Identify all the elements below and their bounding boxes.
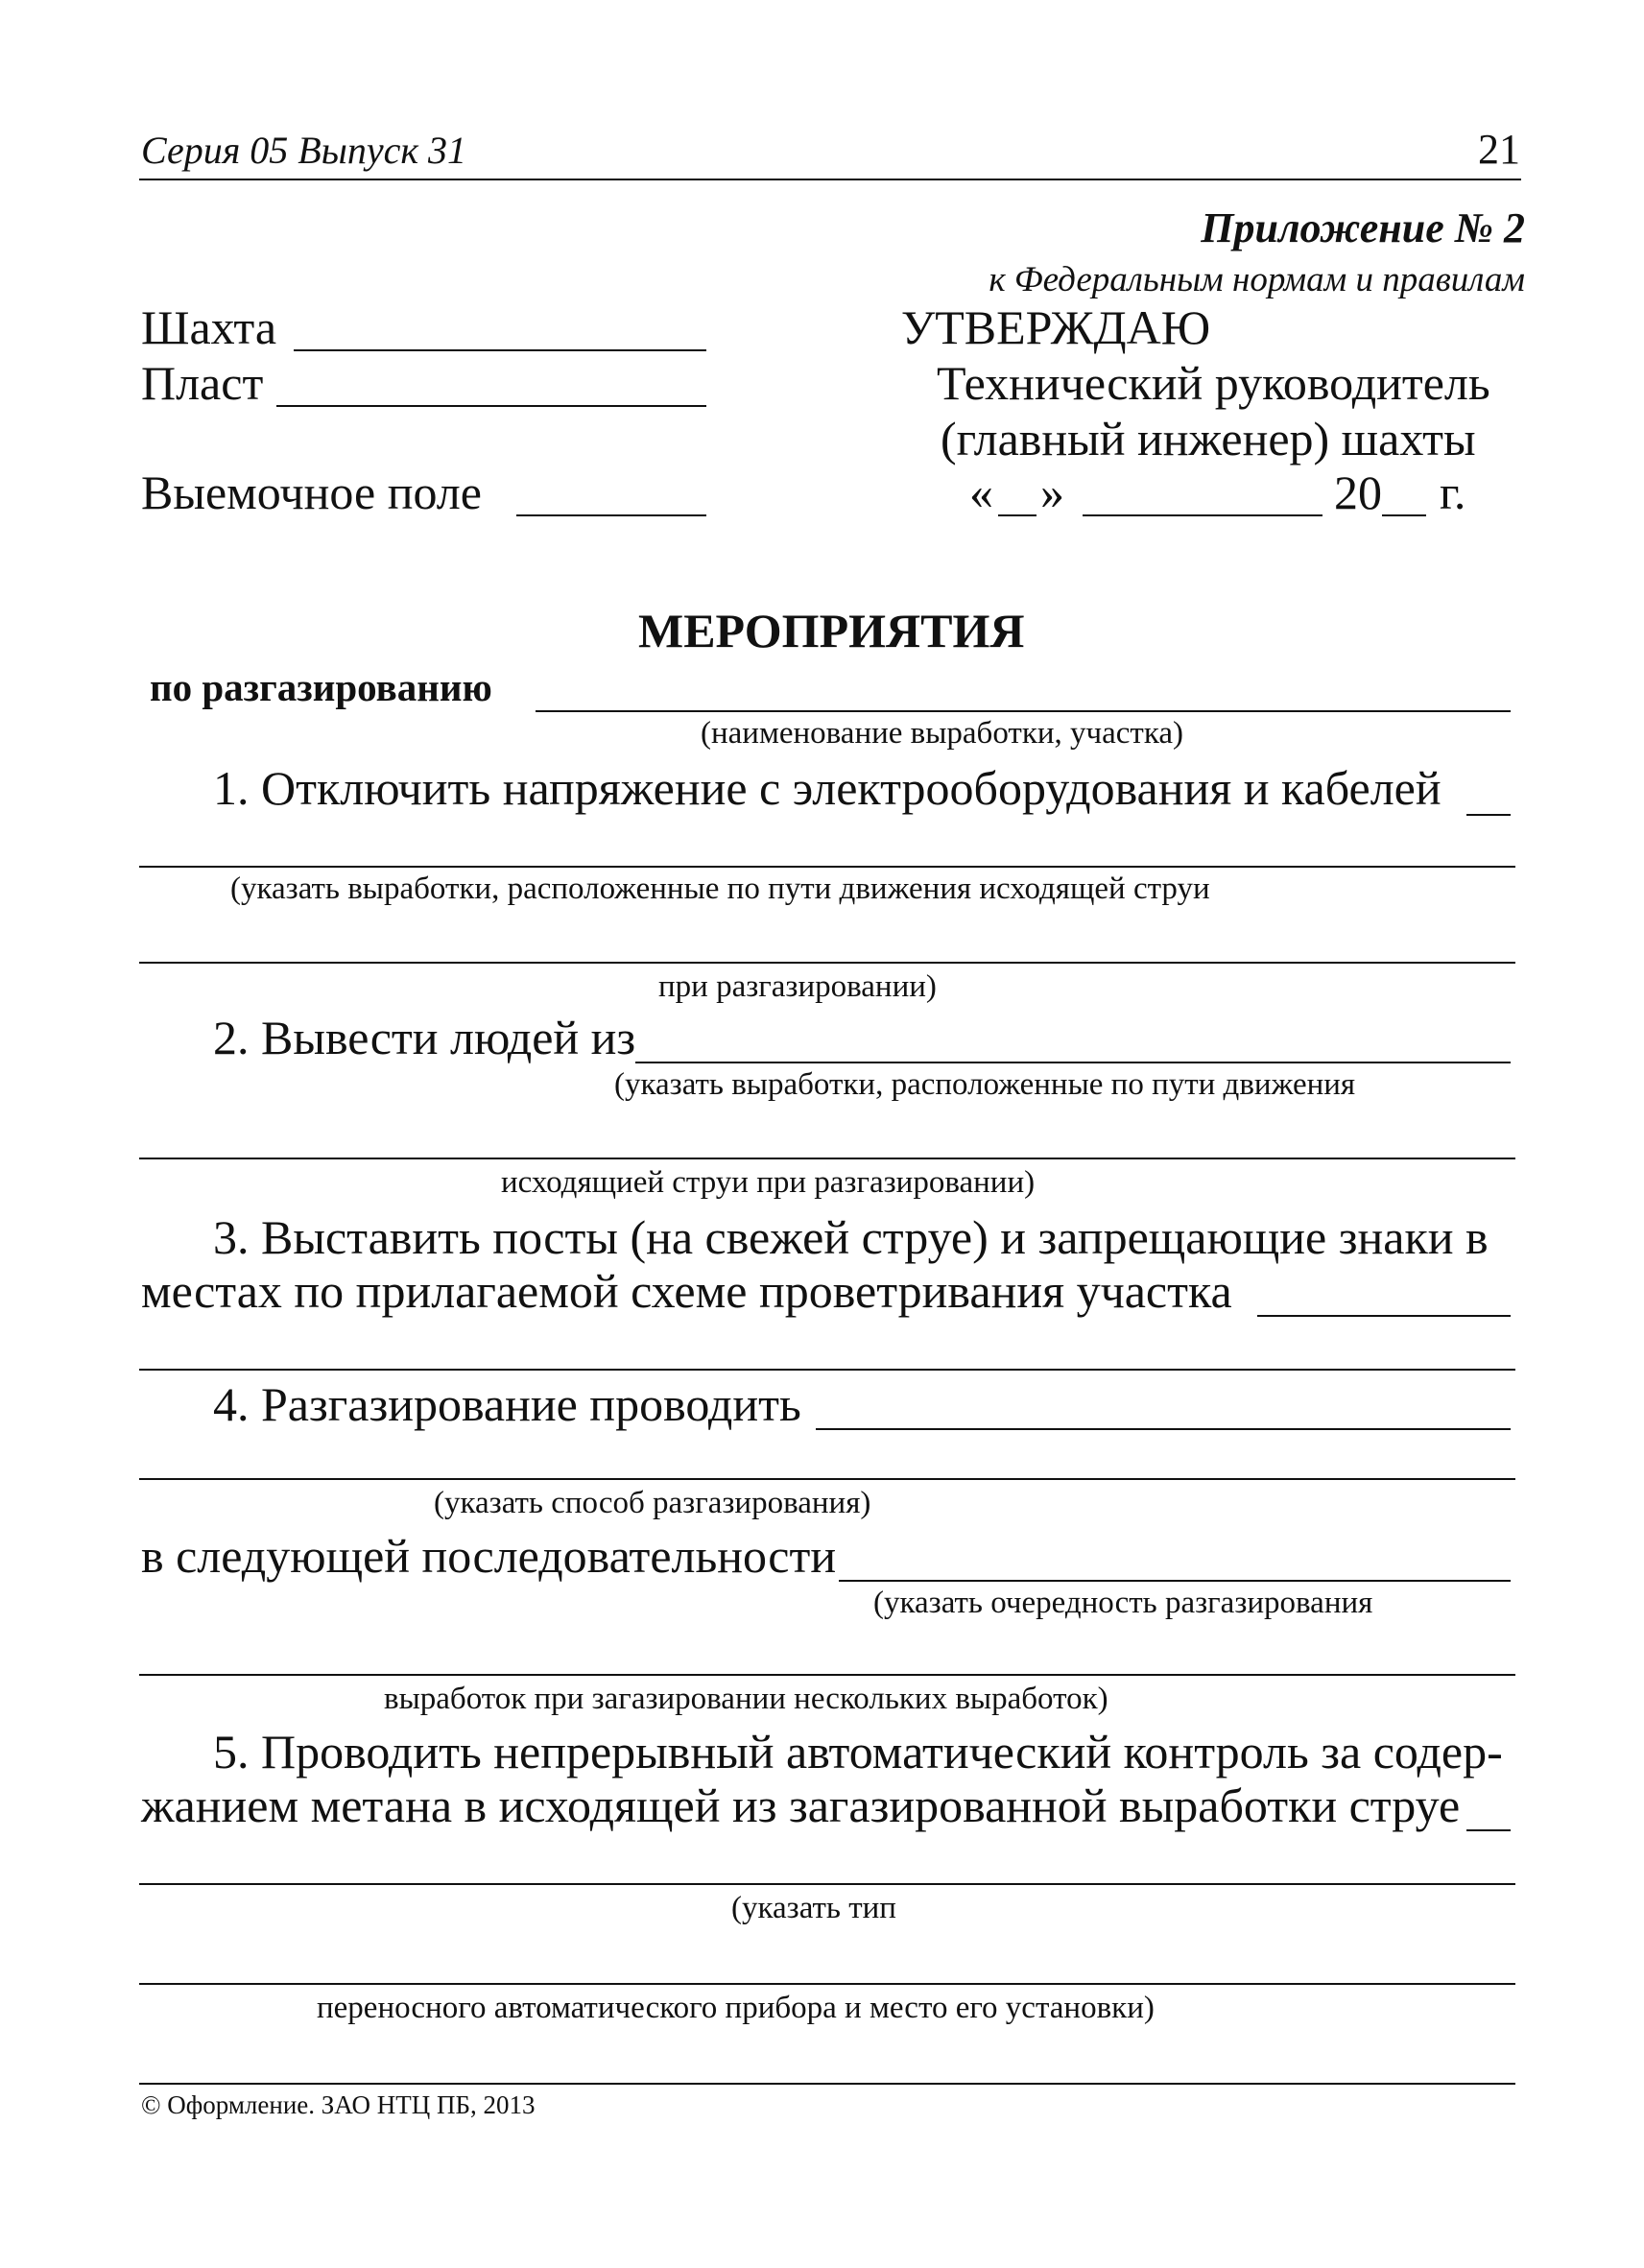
item-2-blank-inline	[635, 1062, 1511, 1063]
appendix-title: Приложение № 2	[1201, 204, 1525, 251]
date-open-quote: «	[969, 466, 993, 519]
page-number: 21	[1478, 126, 1520, 173]
item-3-blank-inline	[1257, 1315, 1511, 1317]
sequence-caption2: выработок при загазировании нескольких выработок)	[384, 1682, 1108, 1716]
item-1-blank-inline	[1466, 814, 1511, 816]
item-3-blank-line	[139, 1369, 1515, 1371]
seam-label: Пласт	[141, 356, 264, 410]
item-4-caption: (указать способ разгазирования)	[434, 1486, 871, 1520]
approve-label: УТВЕРЖДАЮ	[900, 300, 1211, 354]
date-close-quote: »	[1040, 466, 1064, 519]
item-5-blank-line2	[139, 1983, 1515, 1985]
item-5-blank-line1	[139, 1883, 1515, 1885]
sequence-text: в следующей последовательности	[141, 1529, 837, 1583]
seam-blank	[276, 405, 706, 407]
appendix-subtitle: к Федеральным нормам и правилам	[989, 260, 1525, 299]
item-4-blank-line	[139, 1478, 1515, 1480]
item-2-text: 2. Вывести людей из	[213, 1011, 636, 1064]
footer-rule	[139, 2083, 1515, 2085]
approver-role-line1: Технический руководитель	[937, 356, 1490, 410]
copyright-notice: © Оформление. ЗАО НТЦ ПБ, 2013	[141, 2090, 536, 2119]
item-5-caption1: (указать тип	[731, 1891, 896, 1925]
approver-role-line2: (главный инженер) шахты	[941, 412, 1476, 466]
header-rule	[139, 179, 1521, 180]
date-year-blank	[1382, 514, 1426, 516]
extraction-field-blank	[516, 514, 706, 516]
item-1-blank-line1	[139, 866, 1515, 868]
mine-label: Шахта	[141, 300, 277, 354]
subject-caption: (наименование выработки, участка)	[701, 716, 1184, 751]
item-3-line1: 3. Выставить посты (на свежей струе) и запрещающие знаки в	[213, 1210, 1489, 1264]
date-year-prefix: 20	[1334, 466, 1382, 519]
subject-label: по разгазированию	[150, 665, 492, 709]
item-4-blank-inline	[816, 1428, 1511, 1430]
item-2-caption2: исходящией струи при разгазировании)	[501, 1165, 1036, 1200]
extraction-field-label: Выемочное поле	[141, 466, 482, 519]
item-3-line2: местах по прилагаемой схеме проветривания участка	[141, 1264, 1232, 1318]
item-5-line2: жанием метана в исходящей из загазированной выработки струе	[141, 1779, 1461, 1832]
mine-blank	[294, 349, 706, 351]
sequence-blank-line	[139, 1674, 1515, 1676]
sequence-caption1: (указать очередность разгазирования	[873, 1586, 1373, 1620]
item-5-blank-inline	[1466, 1829, 1511, 1831]
item-2-blank-line	[139, 1158, 1515, 1159]
item-1-caption2: при разгазировании)	[658, 969, 937, 1004]
item-4-text: 4. Разгазирование проводить	[213, 1377, 801, 1431]
series-label: Серия 05 Выпуск 31	[141, 129, 467, 172]
sequence-blank-inline	[839, 1580, 1511, 1582]
item-1-text: 1. Отключить напряжение с электрооборудования и кабелей	[213, 761, 1441, 815]
item-1-blank-line2	[139, 962, 1515, 964]
item-2-caption1: (указать выработки, расположенные по пути движения	[614, 1067, 1356, 1102]
date-year-suffix: г.	[1440, 466, 1466, 519]
item-5-caption2: переносного автоматического прибора и место его установки)	[317, 1991, 1155, 2025]
item-1-caption1: (указать выработки, расположенные по пути движения исходящей струи	[230, 871, 1210, 906]
date-day-blank	[998, 514, 1036, 516]
date-month-blank	[1083, 514, 1322, 516]
subject-blank	[536, 710, 1511, 712]
item-5-line1: 5. Проводить непрерывный автоматический контроль за содер-	[213, 1725, 1503, 1779]
document-title: МЕРОПРИЯТИЯ	[638, 604, 1025, 657]
